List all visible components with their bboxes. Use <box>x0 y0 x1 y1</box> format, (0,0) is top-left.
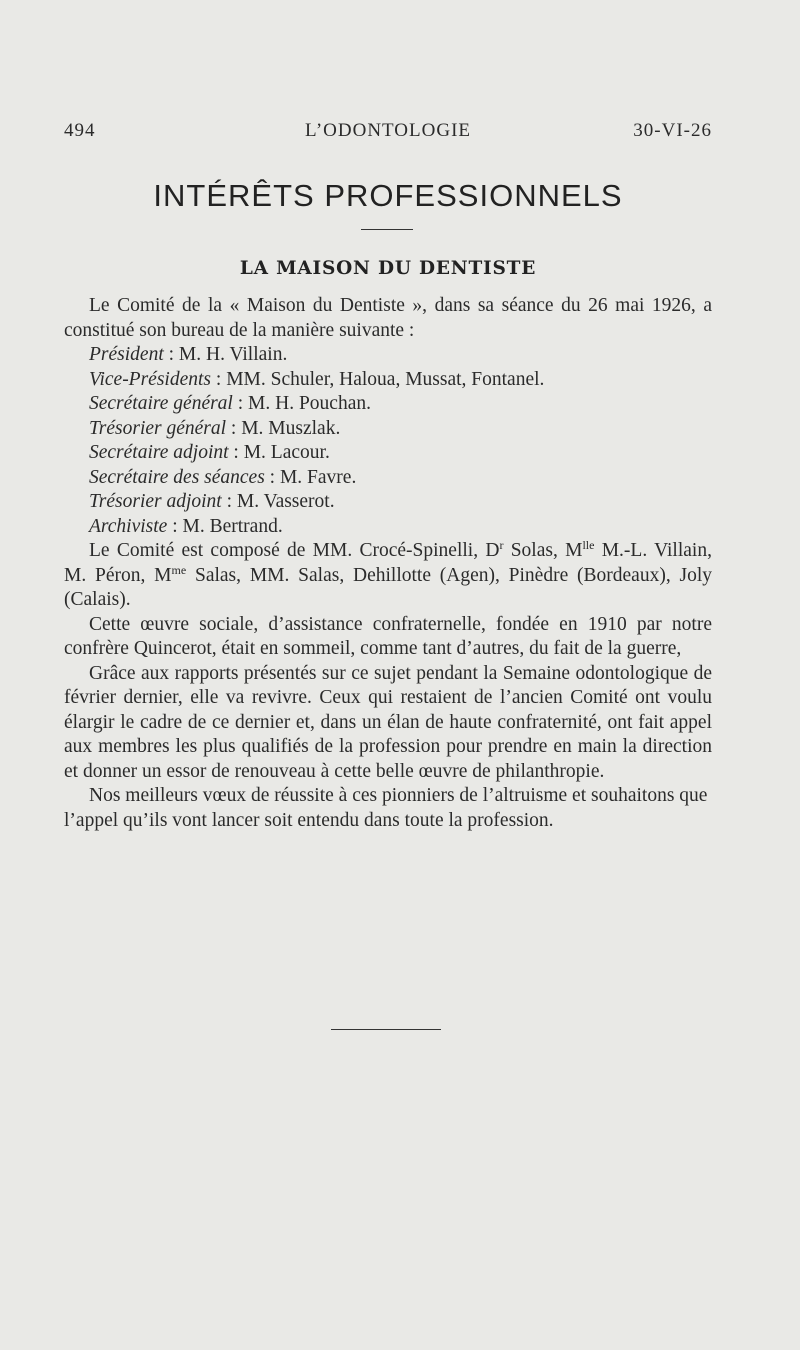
officer-names: M. H. Pouchan. <box>248 393 371 414</box>
superscript: lle <box>582 538 595 552</box>
section-title: INTÉRÊTS PROFESSIONNELS <box>153 178 623 213</box>
article-body <box>64 294 712 833</box>
officer-role: Secrétaire général <box>89 393 233 414</box>
officer-item: Trésorier adjoint : M. Vasserot. <box>89 491 335 512</box>
superscript: me <box>171 562 187 577</box>
officer-role: Secrétaire des séances <box>89 466 265 488</box>
officer-item: Secrétaire des séances : M. Favre. <box>89 466 357 488</box>
committee-paragraph <box>64 539 712 613</box>
committee-text: Salas, MM. Salas, Dehillotte (Agen), Pinèdre (Bordeaux), Joly (Calais). <box>64 564 713 610</box>
officer-item: Trésorier général : M. Muszlak. <box>89 417 341 439</box>
superscript: r <box>499 538 504 552</box>
officer-item: Président : M. H. Villain. <box>89 344 288 365</box>
article-title: LA MAISON DU DENTISTE <box>239 258 537 279</box>
officer-names: M. Bertrand. <box>182 515 283 537</box>
committee-text: Solas, M <box>503 540 583 561</box>
officer-names: M. Muszlak. <box>241 417 341 439</box>
committee-text: Le Comité est composé de MM. Crocé-Spinelli, D <box>89 540 500 561</box>
officer-item: Secrétaire général : M. H. Pouchan. <box>89 393 371 414</box>
officer-names: MM. Schuler, Haloua, Mussat, Fontanel. <box>226 368 545 390</box>
officer-item: Secrétaire adjoint : M. Lacour. <box>89 442 330 463</box>
title-divider <box>361 229 413 230</box>
officer-role: Secrétaire adjoint <box>89 442 229 463</box>
closing-paragraph: Nos meilleurs vœux de réussite à ces pionniers de l’altruisme et souhaitons que l’appel qu’ils vont lancer soit entendu dans toute la profession. <box>64 785 708 831</box>
officer-role: Président <box>89 344 164 365</box>
intro-paragraph: Le Comité de la « Maison du Dentiste », dans sa séance du 26 mai 1926, a constitué son bureau de la manière suivante : <box>64 295 712 341</box>
officer-names: M. H. Villain. <box>178 344 288 365</box>
revival-paragraph: Grâce aux rapports présentés sur ce sujet pendant la Semaine odontologique de février dernier, elle va revivre. Ceux qui restaient de l’ancien Comité ont voulu élargir le cadre de ce dernier et, dans un élan de haute confraternité, ont fait appel aux membres les plus qualifiés de la profession pour prendre en main la direction et donner un essor de renouveau à cette belle œuvre de philanthropie. <box>64 662 712 782</box>
officer-names: M. Vasserot. <box>236 491 335 512</box>
journal-name: L’ODONTOLOGIE <box>304 120 472 141</box>
end-divider <box>331 1029 441 1030</box>
officer-role: Vice-Présidents <box>89 368 212 390</box>
officer-names: M. Favre. <box>279 466 357 488</box>
officer-names: M. Lacour. <box>243 442 330 463</box>
officer-list <box>64 343 712 539</box>
page-number: 494 <box>64 120 96 141</box>
officer-role: Trésorier adjoint <box>89 491 222 512</box>
officer-role: Archiviste <box>89 515 168 537</box>
committee-text: M.-L. Villain, M. Péron, M <box>64 540 712 586</box>
officer-item: Archiviste : M. Bertrand. <box>89 515 283 537</box>
officer-role: Trésorier général <box>89 417 227 439</box>
history-paragraph: Cette œuvre sociale, d’assistance confraternelle, fondée en 1910 par notre confrère Quincerot, était en sommeil, comme tant d’autres, du fait de la guerre, <box>64 613 712 659</box>
running-head <box>64 120 712 148</box>
issue-date: 30-VI-26 <box>633 120 712 141</box>
officer-item: Vice-Présidents : MM. Schuler, Haloua, Mussat, Fontanel. <box>89 368 545 390</box>
